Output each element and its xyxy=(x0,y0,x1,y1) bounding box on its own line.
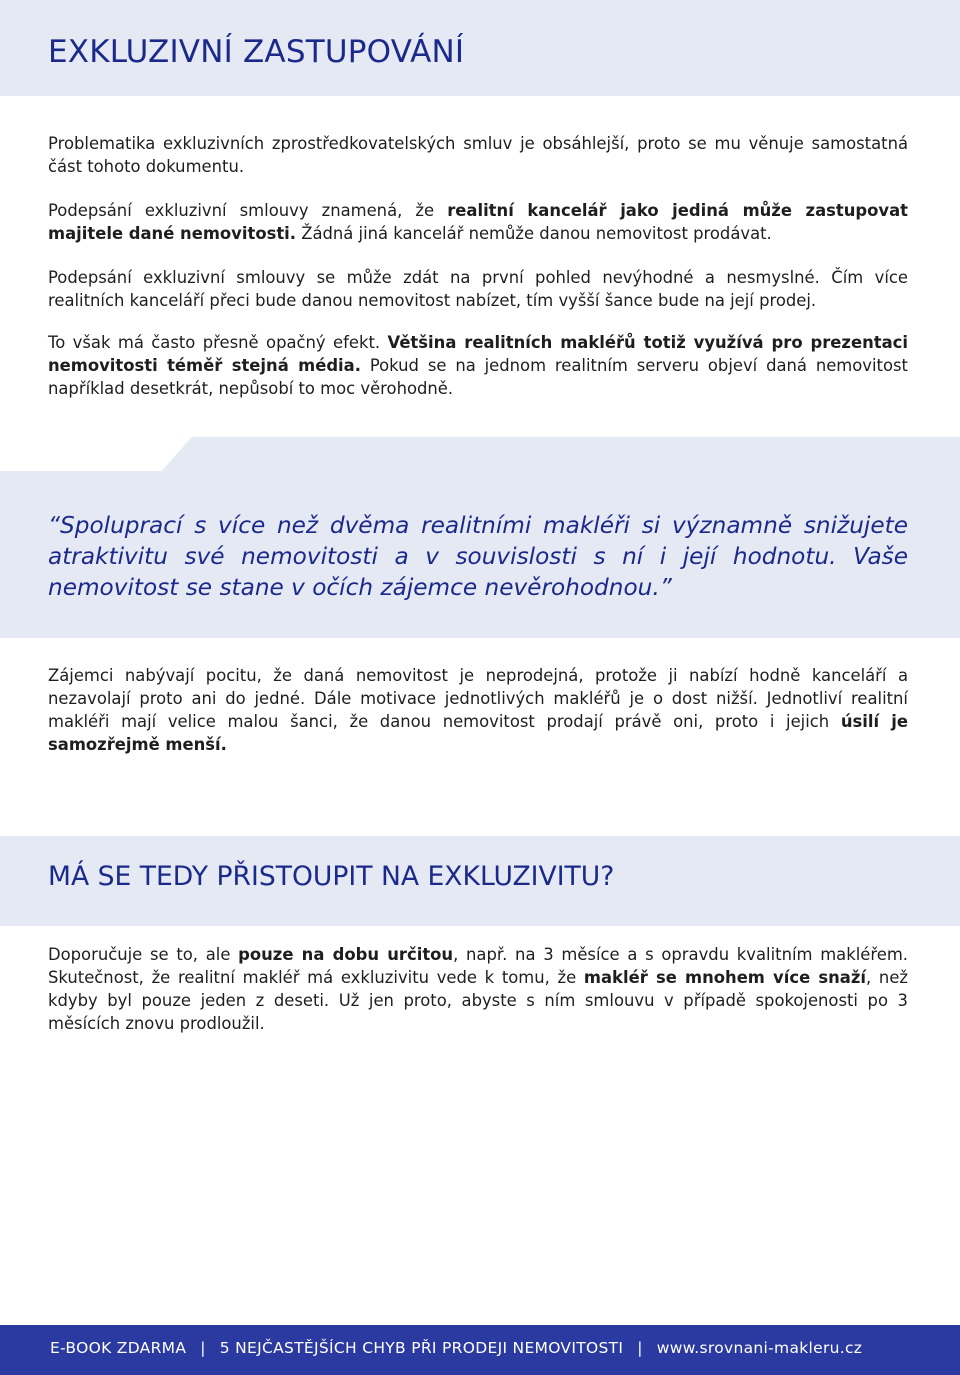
footer-separator: | xyxy=(637,1339,643,1357)
paragraph-text: Zájemci nabývají pocitu, že daná nemovitost je neprodejná, protože ji nabízí hodně kanceláří a nezavolají proto ani do jedné. Dále motivace jednotlivých makléřů je o dost nižší. Jednotliví realitní makléři mají velice malou šanci, že danou nemovitost prodají právě oni, proto i jejich xyxy=(48,666,908,731)
footer-ebook-label: E-BOOK ZDARMA xyxy=(50,1339,187,1357)
title-band xyxy=(0,0,960,96)
emphasis-text: Většina realitních makléřů totiž využívá pro prezentaci nemovitosti téměř stejná média. xyxy=(48,333,908,375)
paragraph-text: To však má často přesně opačný efekt. xyxy=(48,333,388,352)
paragraph-opposite-effect xyxy=(48,331,908,400)
emphasis-text: úsilí je samozřejmě menší. xyxy=(48,712,908,754)
footer-website-link[interactable]: www.srovnani-makleru.cz xyxy=(656,1339,863,1357)
paragraph-first-impression xyxy=(48,266,908,312)
paragraph-text: Podepsání exkluzivní smlouvy se může zdát na první pohled nevýhodné a nesmyslné. Čím více realitních kanceláří přeci bude danou nemovitost nabízet, tím vyšší šance bude na její prodej. xyxy=(48,268,908,310)
paragraph-text: Pokud se na jednom realitním serveru objeví daná nemovitost například desetkrát, nepůsobí to moc věrohodně. xyxy=(48,356,908,398)
paragraph-buyer-perception xyxy=(48,664,908,756)
paragraph-text: Podepsání exkluzivní smlouvy znamená, že xyxy=(48,201,448,220)
footer-text xyxy=(50,1339,862,1357)
emphasis-text: realitní kancelář jako jediná může zastupovat majitele dané nemovitosti. xyxy=(48,201,908,243)
paragraph-text: Problematika exkluzivních zprostředkovatelských smluv je obsáhlejší, proto se mu věnuje samostatná část tohoto dokumentu. xyxy=(48,134,908,176)
paragraph-text: , než kdyby byl pouze jeden z deseti. Už jen proto, abyste s ním smlouvu v případě spokojenosti po 3 měsících znovu prodloužil. xyxy=(48,968,909,1033)
footer-separator: | xyxy=(200,1339,206,1357)
paragraph-text: Žádná jiná kancelář nemůže danou nemovitost prodávat. xyxy=(296,224,772,243)
footer-ebook-title: 5 NEJČASTĚJŠÍCH CHYB PŘI PRODEJI NEMOVITOSTI xyxy=(219,1339,624,1357)
paragraph-text: , např. na 3 měsíce a s opravdu kvalitním makléřem. Skutečnost, že realitní makléř má exkluzivitu vede k tomu, že xyxy=(48,945,908,987)
paragraph-exclusive-meaning xyxy=(48,199,908,245)
emphasis-text: pouze na dobu určitou xyxy=(238,945,454,964)
quote-band-tab xyxy=(160,437,960,473)
emphasis-text: makléř se mnohem více snaží xyxy=(583,968,867,987)
paragraph-text: Doporučuje se to, ale xyxy=(48,945,239,964)
paragraph-recommendation xyxy=(48,943,908,1035)
pull-quote: “Spoluprací s více než dvěma realitními makléři si významně snižujete atraktivitu své nemovitosti a v souvislosti s ní i její hodnotu. Vaše nemovitost se stane v očích zájemce nevěrohodnou.” xyxy=(48,512,908,601)
section-heading: MÁ SE TEDY PŘISTOUPIT NA EXKLUZIVITU? xyxy=(48,861,615,892)
paragraph-intro xyxy=(48,132,908,178)
page-title: EXKLUZIVNÍ ZASTUPOVÁNÍ xyxy=(48,34,465,70)
